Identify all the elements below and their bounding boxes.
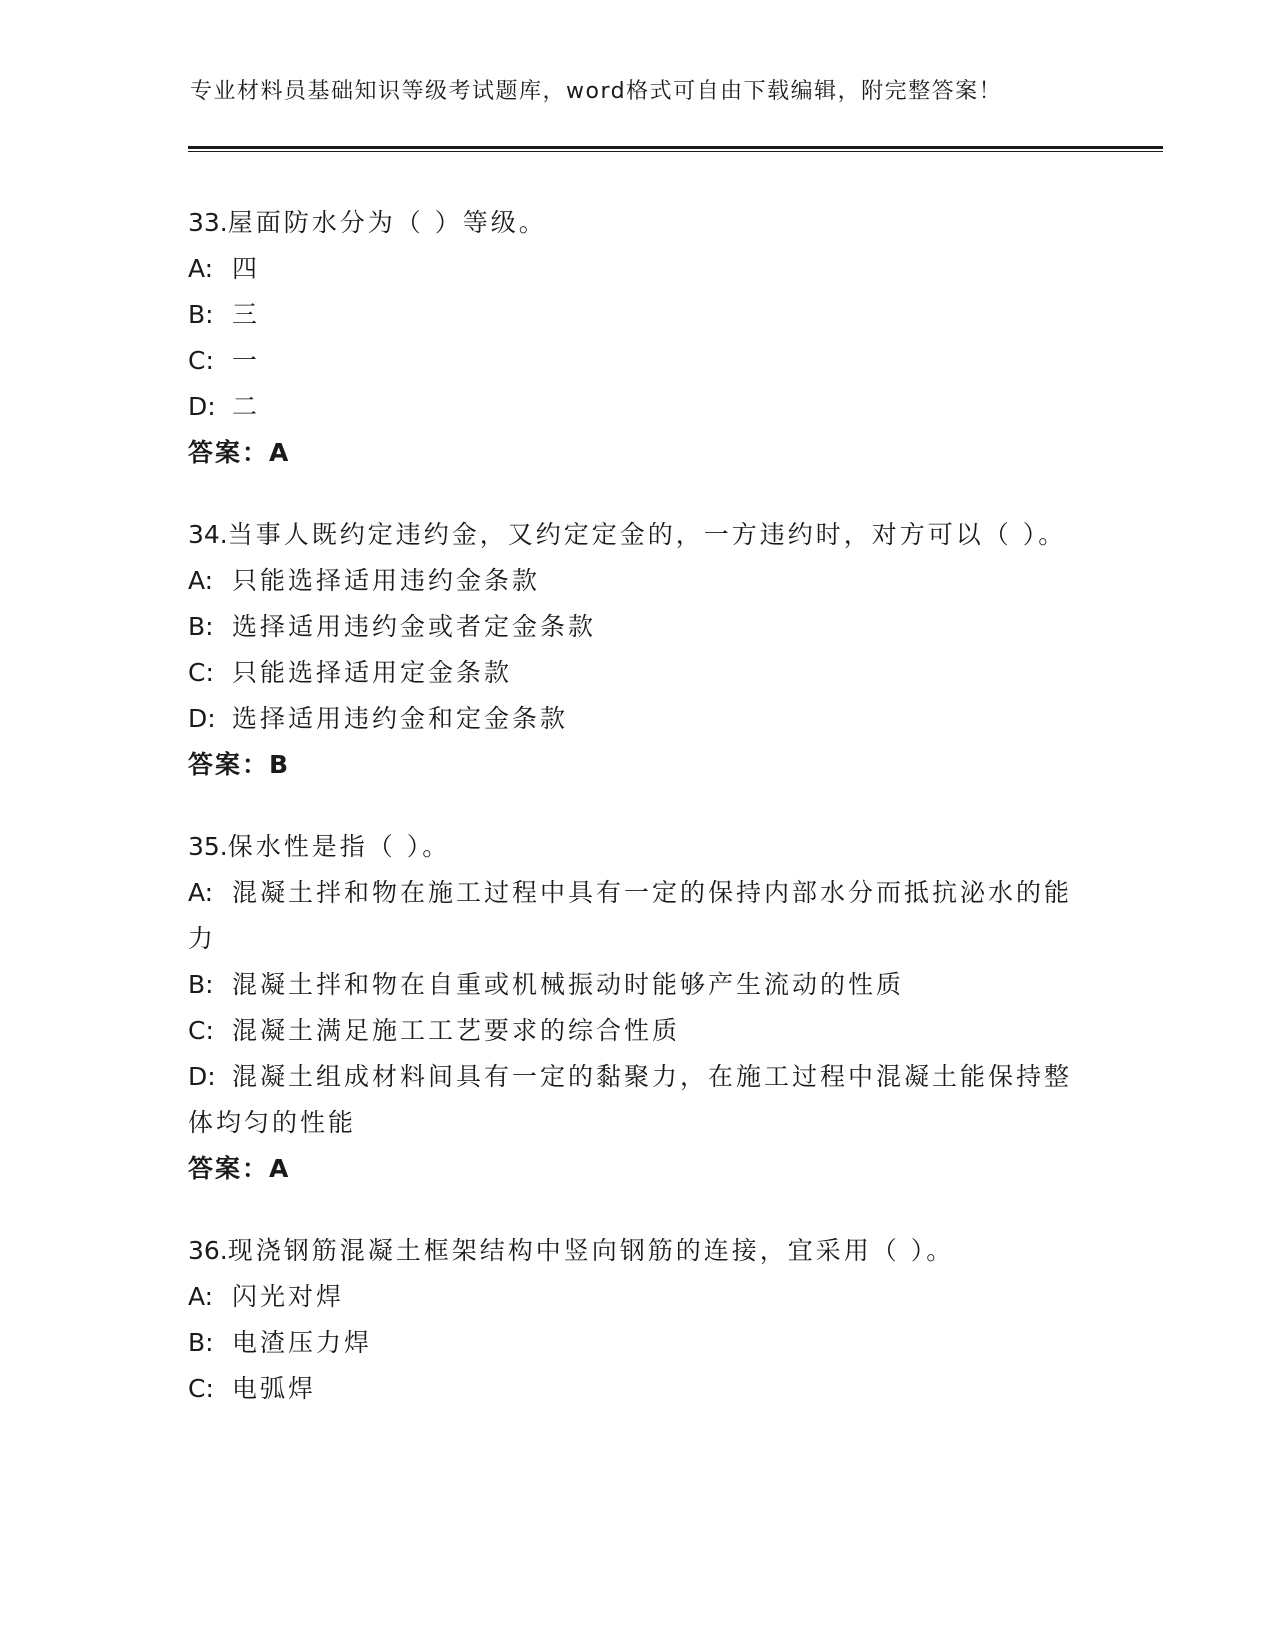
option-b — [188, 962, 1088, 1008]
question-text — [188, 512, 1088, 558]
question-text — [188, 200, 1088, 246]
option-key: B: — [188, 970, 214, 999]
option-key: B: — [188, 1328, 214, 1357]
option-key: A: — [188, 1282, 214, 1311]
option-key: C: — [188, 658, 214, 687]
question-stem: 保水性是指（ ）。 — [227, 832, 451, 861]
option-c — [188, 1008, 1088, 1054]
option-key: C: — [188, 346, 214, 375]
question-number: 34. — [188, 520, 228, 549]
option-text: 选择适用违约金或者定金条款 — [232, 612, 597, 641]
question-stem: 现浇钢筋混凝土框架结构中竖向钢筋的连接，宜采用（ ）。 — [227, 1236, 955, 1265]
question-text — [188, 824, 1088, 870]
option-text: 混凝土拌和物在自重或机械振动时能够产生流动的性质 — [232, 970, 905, 999]
option-c — [188, 1366, 1088, 1412]
question-list — [188, 200, 1088, 1448]
answer-line: 答案：B — [188, 750, 291, 779]
question-33 — [188, 200, 1088, 476]
question-number: 35. — [188, 832, 228, 861]
header-rule-thick — [188, 146, 1163, 149]
option-text: 电弧焊 — [232, 1374, 317, 1403]
option-key: D: — [188, 392, 216, 421]
answer-line: 答案：A — [188, 438, 291, 467]
option-c — [188, 650, 1088, 696]
option-a — [188, 558, 1088, 604]
option-d — [188, 696, 1088, 742]
question-34 — [188, 512, 1088, 788]
option-text: 混凝土满足施工工艺要求的综合性质 — [232, 1016, 681, 1045]
option-a — [188, 1274, 1088, 1320]
option-a — [188, 246, 1088, 292]
option-text: 一 — [232, 346, 261, 375]
option-d — [188, 384, 1088, 430]
option-text: 电渣压力焊 — [232, 1328, 373, 1357]
header-rule-thin — [188, 151, 1163, 152]
option-text: 选择适用违约金和定金条款 — [232, 704, 569, 733]
option-key: A: — [188, 566, 214, 595]
option-d — [188, 1054, 1088, 1146]
option-text: 混凝土拌和物在施工过程中具有一定的保持内部水分而抵抗泌水的能力 — [188, 878, 1073, 953]
question-number: 36. — [188, 1236, 228, 1265]
option-key: A: — [188, 878, 214, 907]
option-key: A: — [188, 254, 214, 283]
option-key: B: — [188, 612, 214, 641]
answer-line: 答案：A — [188, 1154, 291, 1183]
option-a — [188, 870, 1088, 962]
question-text — [188, 1228, 1088, 1274]
question-35 — [188, 824, 1088, 1192]
option-text: 闪光对焊 — [232, 1282, 345, 1311]
option-b — [188, 1320, 1088, 1366]
option-text: 三 — [232, 300, 261, 329]
option-b — [188, 604, 1088, 650]
option-text: 只能选择适用定金条款 — [232, 658, 513, 687]
option-c — [188, 338, 1088, 384]
option-text: 二 — [232, 392, 261, 421]
question-stem: 屋面防水分为（ ）等级。 — [227, 208, 547, 237]
option-key: C: — [188, 1374, 214, 1403]
question-number: 33. — [188, 208, 228, 237]
question-36 — [188, 1228, 1088, 1412]
question-stem: 当事人既约定违约金，又约定定金的，一方违约时，对方可以（ ）。 — [227, 520, 1067, 549]
option-key: D: — [188, 1062, 216, 1091]
option-text: 混凝土组成材料间具有一定的黏聚力，在施工过程中混凝土能保持整体均匀的性能 — [188, 1062, 1073, 1137]
option-b — [188, 292, 1088, 338]
option-text: 四 — [232, 254, 261, 283]
option-key: D: — [188, 704, 216, 733]
page-header: 专业材料员基础知识等级考试题库，word格式可自由下载编辑，附完整答案！ — [190, 79, 1003, 104]
option-key: C: — [188, 1016, 214, 1045]
option-text: 只能选择适用违约金条款 — [232, 566, 541, 595]
option-key: B: — [188, 300, 214, 329]
